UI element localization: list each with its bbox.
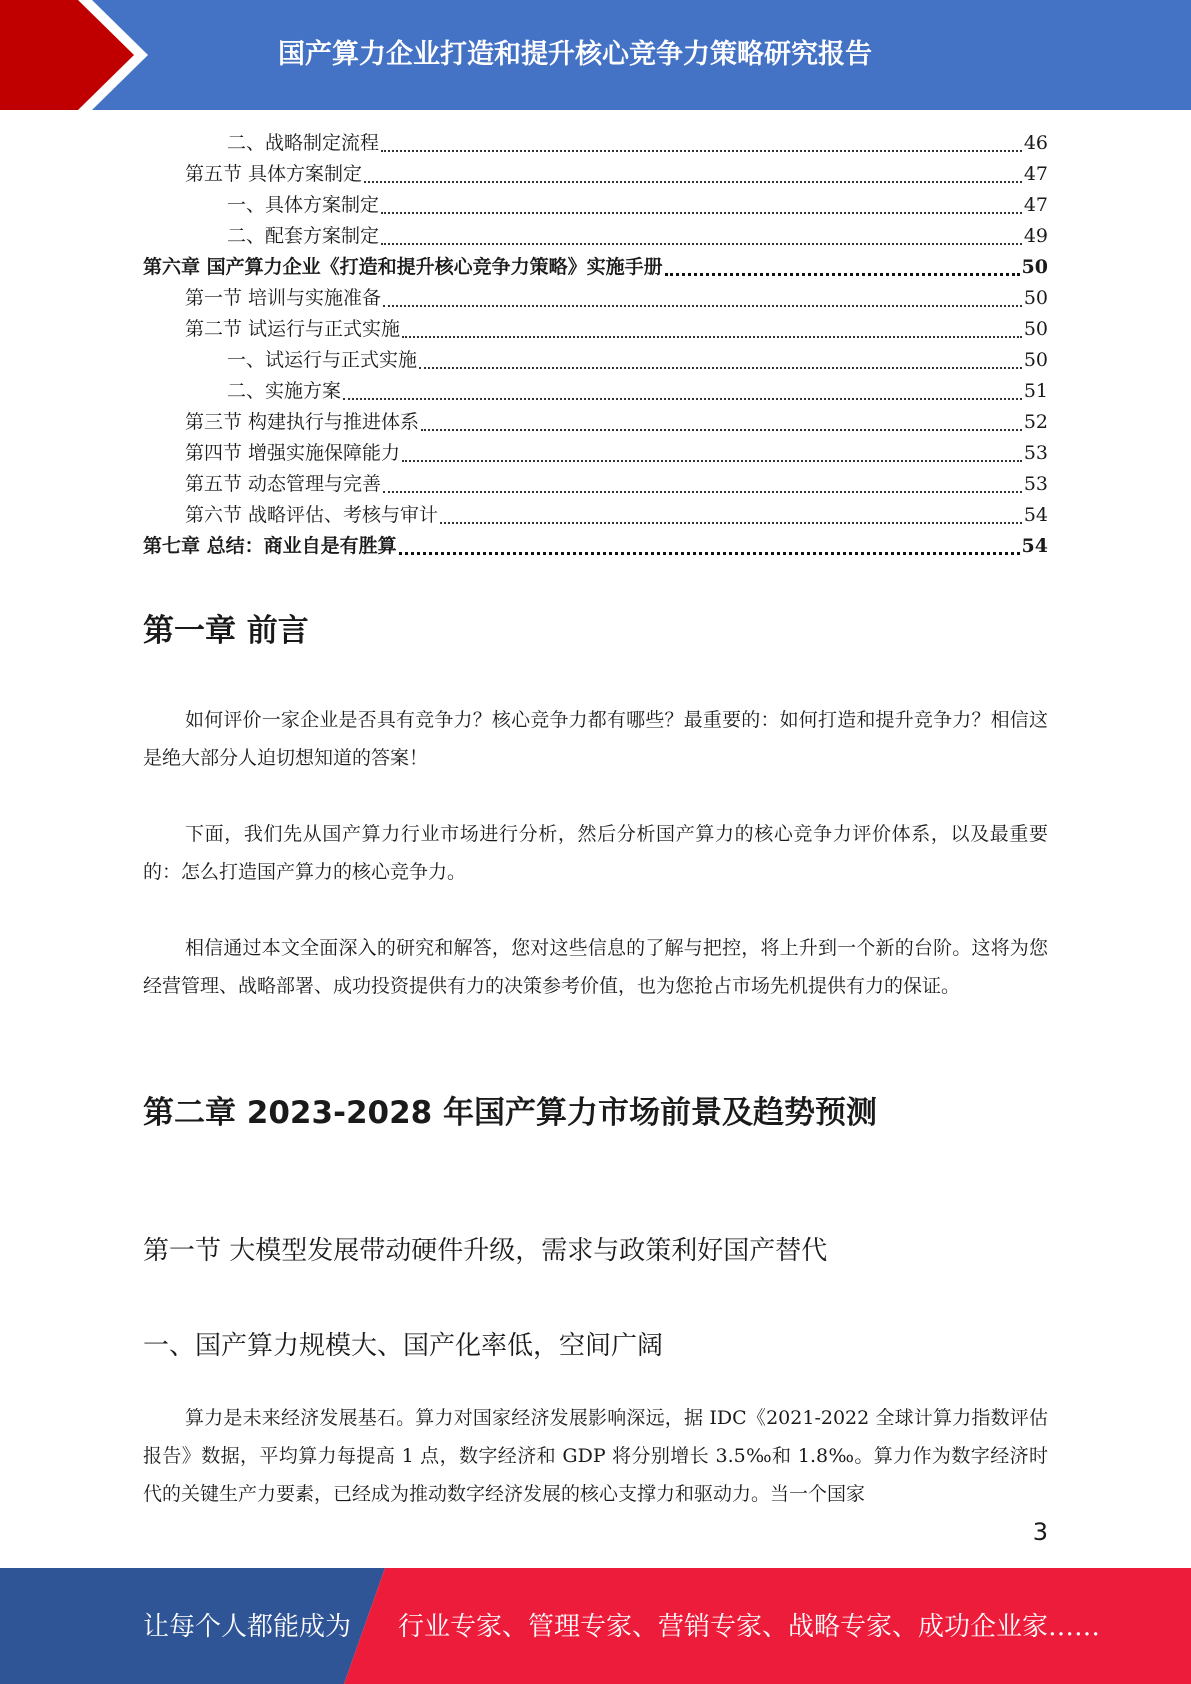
toc-leader-dots xyxy=(364,181,1022,183)
toc-entry-page: 53 xyxy=(1023,473,1048,495)
toc-entry-page: 52 xyxy=(1023,411,1048,433)
toc-leader-dots xyxy=(381,243,1022,245)
toc-entry-page: 51 xyxy=(1023,380,1048,402)
toc-entry-title: 一、具体方案制定 xyxy=(227,194,380,216)
toc-entry-page: 49 xyxy=(1023,225,1048,247)
chapter-1-paragraph-1: 如何评价一家企业是否具有竞争力？核心竞争力都有哪些？最重要的：如何打造和提升竞争力？相信这是绝大部分人迫切想知道的答案！ xyxy=(143,709,1048,769)
toc-entry[interactable] xyxy=(143,500,1048,531)
toc-leader-dots xyxy=(402,460,1022,462)
toc-entry[interactable] xyxy=(143,407,1048,438)
toc-entry-title: 第三节 构建执行与推进体系 xyxy=(185,411,420,433)
toc-entry[interactable] xyxy=(143,531,1048,562)
header-title: 国产算力企业打造和提升核心竞争力策略研究报告 xyxy=(278,39,872,70)
toc-entry-page: 46 xyxy=(1023,132,1048,154)
toc-entry[interactable] xyxy=(143,252,1048,283)
page-number: 3 xyxy=(1032,1518,1048,1546)
toc-leader-dots xyxy=(381,212,1022,214)
toc-entry-page: 47 xyxy=(1023,163,1048,185)
toc-leader-dots xyxy=(421,429,1022,431)
toc-leader-dots xyxy=(343,398,1022,400)
section-1-title: 第一节 大模型发展带动硬件升级，需求与政策利好国产替代 xyxy=(143,1236,828,1266)
toc-entry-title: 第四节 增强实施保障能力 xyxy=(185,442,401,464)
toc-entry[interactable] xyxy=(143,314,1048,345)
toc-entry-page: 50 xyxy=(1021,256,1048,278)
chapter-1-paragraph-2: 下面，我们先从国产算力行业市场进行分析，然后分析国产算力的核心竞争力评价体系，以及最重要的：怎么打造国产算力的核心竞争力。 xyxy=(143,823,1048,883)
toc-entry[interactable] xyxy=(143,469,1048,500)
toc-entry-title: 第一节 培训与实施准备 xyxy=(185,287,382,309)
toc-entry-page: 54 xyxy=(1021,535,1048,557)
toc-entry-title: 二、实施方案 xyxy=(227,380,342,402)
subsection-1-title: 一、国产算力规模大、国产化率低，空间广阔 xyxy=(143,1331,664,1361)
toc-entry[interactable] xyxy=(143,190,1048,221)
toc-leader-dots xyxy=(419,367,1022,369)
toc-entry-title: 二、配套方案制定 xyxy=(227,225,380,247)
chapter-1-paragraph-3: 相信通过本文全面深入的研究和解答，您对这些信息的了解与把控，将上升到一个新的台阶。这将为您经营管理、战略部署、成功投资提供有力的决策参考价值，也为您抢占市场先机提供有力的保证。 xyxy=(143,937,1048,997)
toc-leader-dots xyxy=(381,150,1022,152)
toc-leader-dots xyxy=(665,273,1020,276)
page-header xyxy=(0,0,1191,110)
table-of-contents xyxy=(143,128,1048,562)
toc-entry-title: 一、试运行与正式实施 xyxy=(227,349,418,371)
toc-entry[interactable] xyxy=(143,345,1048,376)
toc-entry-page: 47 xyxy=(1023,194,1048,216)
toc-leader-dots xyxy=(402,336,1022,338)
toc-entry-page: 50 xyxy=(1023,349,1048,371)
toc-leader-dots xyxy=(440,522,1022,524)
toc-entry[interactable] xyxy=(143,159,1048,190)
toc-leader-dots xyxy=(399,552,1020,555)
toc-entry-title: 第二节 试运行与正式实施 xyxy=(185,318,401,340)
toc-entry-title: 第五节 具体方案制定 xyxy=(185,163,363,185)
chapter-2-paragraph-1: 算力是未来经济发展基石。算力对国家经济发展影响深远，据 IDC《2021-2022 全球计算力指数评估报告》数据，平均算力每提高 1 点，数字经济和 GDP 将分别增长 3.5‰和 1.8‰。算力作为数字经济时代的关键生产力要素，已经成为推动数字经济发展的核心支撑力和驱动力。当一个国家 xyxy=(143,1407,1048,1505)
toc-leader-dots xyxy=(383,305,1022,307)
toc-entry[interactable] xyxy=(143,283,1048,314)
toc-leader-dots xyxy=(383,491,1022,493)
toc-entry[interactable] xyxy=(143,128,1048,159)
toc-entry[interactable] xyxy=(143,438,1048,469)
page-footer xyxy=(0,1568,1191,1684)
toc-entry[interactable] xyxy=(143,221,1048,252)
footer-slogan-left: 让每个人都能成为 xyxy=(143,1612,352,1642)
toc-entry-title: 二、战略制定流程 xyxy=(227,132,380,154)
toc-entry-page: 54 xyxy=(1023,504,1048,526)
toc-entry-title: 第六章 国产算力企业《打造和提升核心竞争力策略》实施手册 xyxy=(143,256,663,278)
chapter-2-title: 第二章 2023-2028 年国产算力市场前景及趋势预测 xyxy=(143,1095,878,1131)
toc-entry-page: 53 xyxy=(1023,442,1048,464)
chapter-1-title: 第一章 前言 xyxy=(143,613,309,649)
toc-entry-title: 第七章 总结：商业自是有胜算 xyxy=(143,535,397,557)
toc-entry-title: 第五节 动态管理与完善 xyxy=(185,473,382,495)
toc-entry-page: 50 xyxy=(1023,318,1048,340)
toc-entry[interactable] xyxy=(143,376,1048,407)
toc-entry-page: 50 xyxy=(1023,287,1048,309)
footer-slogan-right: 行业专家、管理专家、营销专家、战略专家、成功企业家…… xyxy=(398,1612,1101,1642)
toc-entry-title: 第六节 战略评估、考核与审计 xyxy=(185,504,439,526)
